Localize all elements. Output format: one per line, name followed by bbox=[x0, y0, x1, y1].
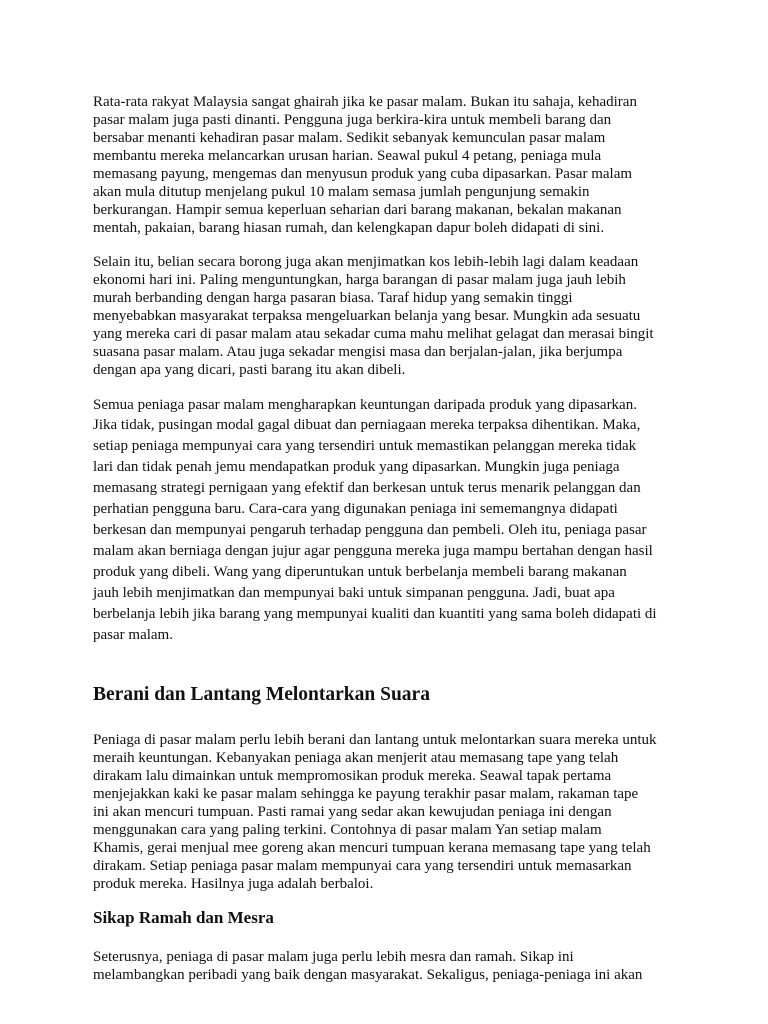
text-line: berkesan dan mempunyai pengaruh terhadap pengguna dan pembeli. Oleh itu, peniaga pasar bbox=[93, 522, 647, 538]
text-line: berkurangan. Hampir semua keperluan seharian dari barang makanan, bekalan makanan bbox=[93, 202, 622, 218]
text-line: murah berbanding dengan harga pasaran biasa. Taraf hidup yang semakin tinggi bbox=[93, 290, 573, 306]
text-line: memasang strategi pernigaan yang efektif dan berkesan untuk terus menarik pelanggan dan bbox=[93, 480, 641, 496]
text-line: pasar malam juga pasti dinanti. Pengguna juga berkira-kira untuk membeli barang dan bbox=[93, 112, 612, 128]
text-line: Semua peniaga pasar malam mengharapkan keuntungan daripada produk yang dipasarkan. bbox=[93, 397, 637, 413]
text-line: perhatian pengguna baru. Cara-cara yang digunakan peniaga ini sememangnya didapati bbox=[93, 501, 618, 517]
text-line: berbelanja lebih jika barang yang mempunyai kualiti dan kuantiti yang sama boleh didapati di bbox=[93, 606, 657, 622]
text-line: menjejakkan kaki ke pasar malam sehingga ke payung terakhir pasar malam, rakaman tape bbox=[93, 786, 639, 802]
text-line: mentah, pakaian, barang hiasan rumah, dan kelengkapan dapur boleh didapati di sini. bbox=[93, 220, 605, 236]
text-line: menyebabkan masyarakat terpaksa mengeluarkan belanja yang besar. Mungkin ada sesuatu bbox=[93, 308, 641, 324]
text-line: akan mula ditutup menjelang pukul 10 malam semasa jumlah pengunjung semakin bbox=[93, 184, 590, 200]
text-line: dengan apa yang dicari, pasti barang itu akan dibeli. bbox=[93, 362, 406, 378]
text-line: Selain itu, belian secara borong juga akan menjimatkan kos lebih-lebih lagi dalam keadaan bbox=[93, 254, 639, 270]
text-line: Rata-rata rakyat Malaysia sangat ghairah jika ke pasar malam. Bukan itu sahaja, kehadiran bbox=[93, 94, 637, 110]
text-line: Seterusnya, peniaga di pasar malam juga perlu lebih mesra dan ramah. Sikap ini bbox=[93, 949, 574, 965]
text-line: melambangkan peribadi yang baik dengan masyarakat. Sekaligus, peniaga-peniaga ini akan bbox=[93, 967, 643, 983]
text-line: suasana pasar malam. Atau juga sekadar mengisi masa dan berjalan-jalan, jika berjumpa bbox=[93, 344, 623, 360]
text-line: Peniaga di pasar malam perlu lebih berani dan lantang untuk melontarkan suara mereka untuk bbox=[93, 732, 657, 748]
text-line: Jika tidak, pusingan modal gagal dibuat dan perniagaan mereka terpaksa dihentikan. Maka, bbox=[93, 417, 641, 433]
text-line: yang mereka cari di pasar malam atau sekadar cuma mahu melihat gelagat dan merasai bingit bbox=[93, 326, 654, 342]
text-line: lari dan tidak penah jemu mendapatkan produk yang dipasarkan. Mungkin juga peniaga bbox=[93, 459, 620, 475]
text-line: meraih keuntungan. Kebanyakan peniaga akan menjerit atau memasang tape yang telah bbox=[93, 750, 619, 766]
text-line: malam akan berniaga dengan jujur agar pengguna mereka juga mampu bertahan dengan hasil bbox=[93, 543, 653, 559]
text-line: produk yang dibeli. Wang yang diperuntukan untuk berbelanja membeli barang makanan bbox=[93, 564, 627, 580]
text-line: setiap peniaga mempunyai cara yang tersendiri untuk memastikan pelanggan mereka tidak bbox=[93, 438, 637, 454]
text-line: pasar malam. bbox=[93, 627, 173, 643]
section-heading: Sikap Ramah dan Mesra bbox=[93, 908, 274, 927]
text-line: bersabar menanti kehadiran pasar malam. Sedikit sebanyak kemunculan pasar malam bbox=[93, 130, 606, 146]
text-line: memasang payung, mengemas dan menyusun produk yang cuba dipasarkan. Pasar malam bbox=[93, 166, 633, 182]
text-line: menggunakan cara yang paling terkini. Contohnya di pasar malam Yan setiap malam bbox=[93, 822, 602, 838]
text-line: dirakam lalu dimainkan untuk mempromosikan produk mereka. Seawal tapak pertama bbox=[93, 768, 612, 784]
text-line: dirakam. Setiap peniaga pasar malam mempunyai cara yang tersendiri untuk memasarkan bbox=[93, 858, 632, 874]
text-line: Khamis, gerai menjual mee goreng akan mencuri tumpuan kerana memasang tape yang telah bbox=[93, 840, 651, 856]
text-line: produk mereka. Hasilnya juga adalah berbaloi. bbox=[93, 876, 374, 892]
text-line: jauh lebih menjimatkan dan mempunyai baki untuk simpanan pengguna. Jadi, buat apa bbox=[93, 585, 615, 601]
text-line: membantu mereka melancarkan urusan harian. Seawal pukul 4 petang, peniaga mula bbox=[93, 148, 602, 164]
section-heading: Berani dan Lantang Melontarkan Suara bbox=[93, 684, 430, 705]
text-line: ekonomi hari ini. Paling menguntungkan, harga barangan di pasar malam juga jauh lebih bbox=[93, 272, 626, 288]
text-line: ini akan mencuri tumpuan. Pasti ramai yang sedar akan kewujudan peniaga ini dengan bbox=[93, 804, 612, 820]
